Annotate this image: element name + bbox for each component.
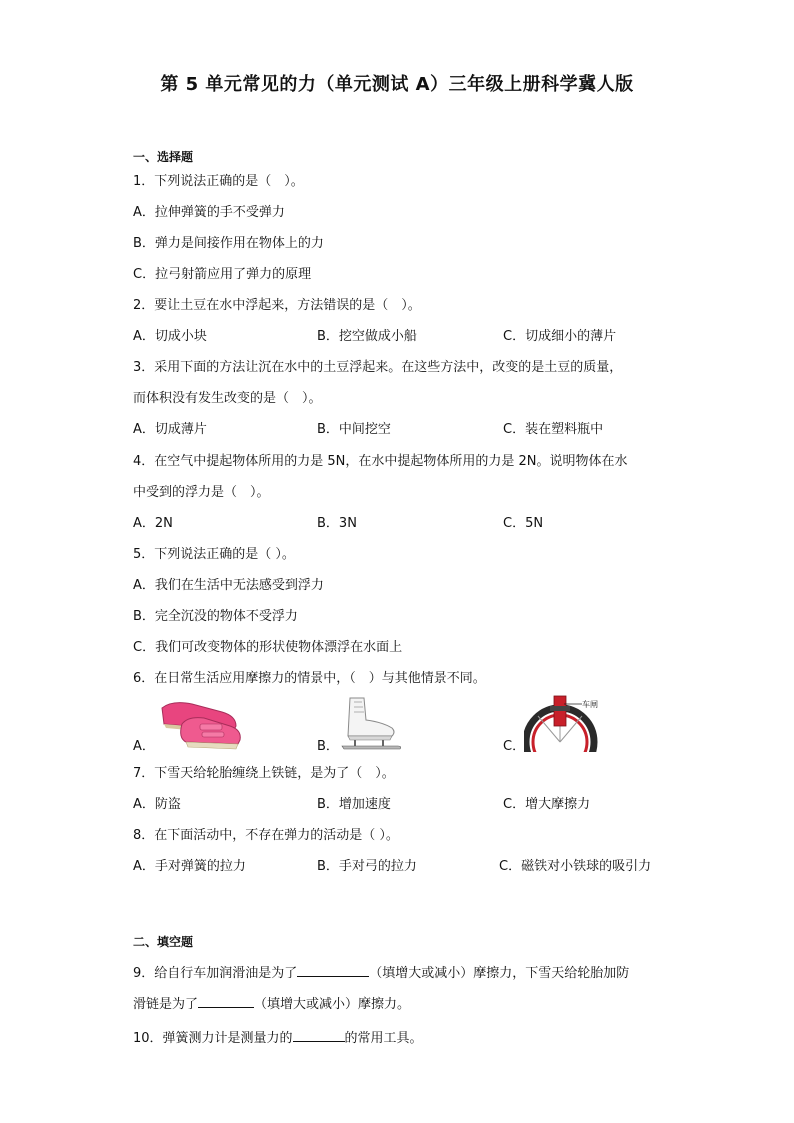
q9-text-part2: （填增大或减小）摩擦力，下雪天给轮胎加防 [369,966,630,981]
q1-option-b: B．弹力是间接作用在物体上的力 [133,236,324,251]
q3-stem-line2: 而体积没有发生改变的是（ ）。 [133,391,322,406]
q2-stem: 2．要让土豆在水中浮起来，方法错误的是（ ）。 [133,298,421,313]
q9-blank-1[interactable] [297,962,369,977]
q5-option-a: A．我们在生活中无法感受到浮力 [133,578,324,593]
q2-option-a: A．切成小块 [133,329,207,344]
pink-shoe-image [152,694,244,752]
q2-option-b: B．挖空做成小船 [317,329,417,344]
q6-stem: 6．在日常生活应用摩擦力的情景中，（ ）与其他情景不同。 [133,671,486,686]
q6-option-b: B． [317,739,339,754]
q4-stem-line1: 4．在空气中提起物体所用的力是 5N，在水中提起物体所用的力是 2N。说明物体在水 [133,454,628,469]
q1-stem: 1．下列说法正确的是（ ）。 [133,174,304,189]
section-heading-fill: 二、填空题 [133,935,194,949]
q10-line [133,1027,423,1047]
section-heading-choice: 一、选择题 [133,150,194,164]
q3-stem-line1: 3．采用下面的方法让沉在水中的土豆浮起来。在这些方法中，改变的是土豆的质量， [133,360,623,375]
q9-line1 [133,962,629,982]
q10-blank[interactable] [293,1027,345,1042]
q8-stem: 8．在下面活动中，不存在弹力的活动是（ ）。 [133,828,399,843]
q4-option-b: B．3N [317,516,357,531]
q8-option-a: A．手对弹簧的拉力 [133,859,246,874]
q6-option-a: A． [133,739,155,754]
q9-text-part1: 9．给自行车加润滑油是为了 [133,966,298,981]
q7-option-b: B．增加速度 [317,797,391,812]
ice-skate-image [336,694,406,752]
q5-option-c: C．我们可改变物体的形状使物体漂浮在水面上 [133,640,403,655]
q9-line2 [133,993,410,1013]
q2-option-c: C．切成细小的薄片 [503,329,617,344]
q3-option-c: C．装在塑料瓶中 [503,422,604,437]
q6-option-c: C． [503,739,526,754]
q9-text-part3: 滑链是为了 [133,997,199,1012]
q4-stem-line2: 中受到的浮力是（ ）。 [133,485,270,500]
q7-option-c: C．增大摩擦力 [503,797,591,812]
q8-option-c: C．磁铁对小铁球的吸引力 [499,859,652,874]
q4-option-c: C．5N [503,516,544,531]
q5-option-b: B．完全沉没的物体不受浮力 [133,609,298,624]
q1-option-a: A．拉伸弹簧的手不受弹力 [133,205,285,220]
q1-option-c: C．拉弓射箭应用了弹力的原理 [133,267,312,282]
bike-brake-image [524,690,610,752]
q10-text-part1: 10．弹簧测力计是测量力的 [133,1031,293,1046]
q4-option-a: A．2N [133,516,173,531]
q9-blank-2[interactable] [198,993,254,1008]
brake-label: 车闸 [582,700,598,709]
q7-option-a: A．防盗 [133,797,181,812]
q10-text-part2: 的常用工具。 [344,1031,423,1046]
page-title: 第 5 单元常见的力（单元测试 A）三年级上册科学冀人版 [160,74,634,95]
q3-option-a: A．切成薄片 [133,422,207,437]
q7-stem: 7．下雪天给轮胎缠绕上铁链，是为了（ ）。 [133,766,395,781]
q9-text-part4: （填增大或减小）摩擦力。 [254,997,411,1012]
q5-stem: 5．下列说法正确的是（ ）。 [133,547,295,562]
q3-option-b: B．中间挖空 [317,422,391,437]
q8-option-b: B．手对弓的拉力 [317,859,417,874]
